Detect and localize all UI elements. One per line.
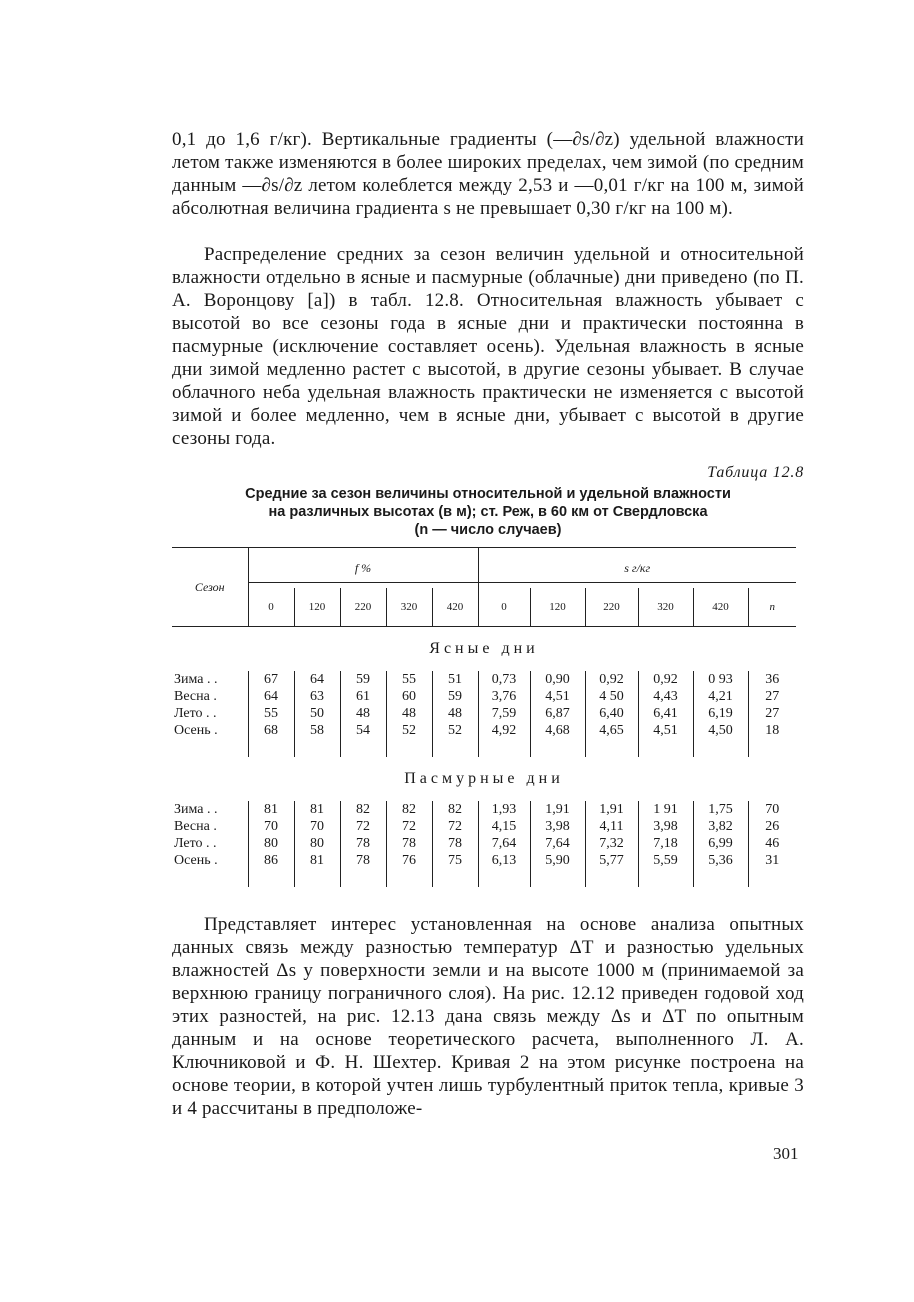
specific-humidity-cell: 3,82	[693, 818, 748, 835]
count-cell: 36	[748, 671, 796, 688]
relative-humidity-cell: 59	[432, 688, 478, 705]
table-row	[172, 852, 796, 869]
relative-humidity-cell: 60	[386, 688, 432, 705]
specific-humidity-cell: 4,21	[693, 688, 748, 705]
table-row	[172, 688, 796, 705]
specific-humidity-cell: 5,36	[693, 852, 748, 869]
spacer-cell	[294, 739, 340, 757]
specific-humidity-cell: 3,98	[530, 818, 585, 835]
specific-humidity-cell: 0,92	[585, 671, 638, 688]
specific-humidity-cell: 5,77	[585, 852, 638, 869]
spacer-cell	[693, 869, 748, 887]
specific-humidity-cell: 4 50	[585, 688, 638, 705]
specific-humidity-cell: 7,18	[638, 835, 693, 852]
specific-humidity-cell: 1,75	[693, 801, 748, 818]
relative-humidity-cell: 64	[294, 671, 340, 688]
height-header-f: 320	[386, 588, 432, 627]
specific-humidity-cell: 7,64	[530, 835, 585, 852]
specific-humidity-cell: 0 93	[693, 671, 748, 688]
specific-humidity-cell: 3,98	[638, 818, 693, 835]
relative-humidity-cell: 78	[432, 835, 478, 852]
paragraph-3: Представляет интерес установленная на основе анализа опытных данных связь между разностью температур ΔT и разностью удельных влажностей Δs у поверхности земли и на высоте 1000 м (принимаемой за верхнюю границу пограничного слоя). На рис. 12.12 приведен годовой ход этих разностей, на рис. 12.13 дана связь между Δs и ΔT по опытным данным и на основе теоретического расчета, выполненного Л. А. Ключниковой и Ф. Н. Шехтер. Кривая 2 на этом рисунке построена на основе теории, в которой учтен лишь турбулентный приток тепла, кривые 3 и 4 рассчитаны в предположе-	[172, 914, 804, 1119]
spacer-cell	[693, 739, 748, 757]
specific-humidity-cell: 0,92	[638, 671, 693, 688]
spacer-cell	[172, 739, 248, 757]
spacer-cell	[585, 869, 638, 887]
relative-humidity-cell: 63	[294, 688, 340, 705]
season-cell: Лето . .	[174, 836, 217, 851]
specific-humidity-cell: 7,32	[585, 835, 638, 852]
relative-humidity-cell: 51	[432, 671, 478, 688]
count-column-header: n	[748, 588, 796, 627]
relative-humidity-cell: 55	[386, 671, 432, 688]
specific-humidity-cell: 0,73	[478, 671, 530, 688]
relative-humidity-cell: 55	[248, 705, 294, 722]
table-body	[172, 627, 796, 888]
relative-humidity-cell: 80	[294, 835, 340, 852]
relative-humidity-header	[248, 548, 478, 589]
specific-humidity-cell: 6,13	[478, 852, 530, 869]
spacer-cell	[294, 869, 340, 887]
specific-humidity-label: s г/кг	[479, 561, 797, 583]
table-caption-line-2: на различных высотах (в м); ст. Реж, в 60 км от Свердловска	[268, 504, 708, 520]
height-header-row	[172, 588, 796, 627]
table-row	[172, 671, 796, 688]
specific-humidity-cell: 3,76	[478, 688, 530, 705]
specific-humidity-header	[478, 548, 796, 589]
relative-humidity-cell: 86	[248, 852, 294, 869]
height-header-f: 220	[340, 588, 386, 627]
specific-humidity-cell: 1,91	[585, 801, 638, 818]
relative-humidity-cell: 72	[340, 818, 386, 835]
relative-humidity-cell: 72	[386, 818, 432, 835]
specific-humidity-cell: 4,43	[638, 688, 693, 705]
relative-humidity-cell: 52	[386, 722, 432, 739]
spacer-cell	[478, 869, 530, 887]
season-cell: Весна .	[174, 689, 217, 704]
specific-humidity-cell: 4,65	[585, 722, 638, 739]
specific-humidity-cell: 6,87	[530, 705, 585, 722]
relative-humidity-cell: 48	[340, 705, 386, 722]
spacer-cell	[585, 739, 638, 757]
relative-humidity-cell: 78	[340, 835, 386, 852]
relative-humidity-cell: 48	[432, 705, 478, 722]
relative-humidity-cell: 72	[432, 818, 478, 835]
section-title: Ясные дни	[429, 640, 539, 657]
relative-humidity-cell: 68	[248, 722, 294, 739]
season-cell: Зима . .	[174, 802, 218, 817]
height-header-s: 120	[530, 588, 585, 627]
relative-humidity-cell: 70	[294, 818, 340, 835]
season-cell: Осень .	[174, 723, 218, 738]
height-header-s: 420	[693, 588, 748, 627]
relative-humidity-cell: 52	[432, 722, 478, 739]
spacer-cell	[340, 739, 386, 757]
count-cell: 18	[748, 722, 796, 739]
table-caption-line-3: (n — число случаев)	[414, 522, 562, 538]
relative-humidity-cell: 82	[386, 801, 432, 818]
count-cell: 46	[748, 835, 796, 852]
paragraph-2: Распределение средних за сезон величин удельной и относительной влажности отдельно в ясные и пасмурные (облачные) дни приведено (по П. А. Воронцову [a]) в табл. 12.8. Относительная влажность убывает с высотой во все сезоны года в ясные дни и практически постоянна в пасмурные (исключение составляет осень). Удельная влажность в ясные дни зимой медленно растет с высотой, в другие сезоны убывает. В случае облачного неба удельная влажность практически не изменяется с высотой зимой и более медленно, чем в ясные дни, убывает с высотой в другие сезоны года.	[172, 244, 804, 449]
table-header-row	[172, 548, 796, 589]
relative-humidity-cell: 81	[294, 801, 340, 818]
table-caption-line-1: Средние за сезон величины относительной и удельной влажности	[245, 486, 731, 502]
spacer-cell	[530, 869, 585, 887]
section-spacer	[172, 869, 796, 887]
season-cell: Лето . .	[174, 706, 217, 721]
height-header-f: 120	[294, 588, 340, 627]
section-spacer	[172, 739, 796, 757]
count-cell: 26	[748, 818, 796, 835]
relative-humidity-label: f %	[249, 561, 478, 583]
section-title: Пасмурные дни	[404, 770, 564, 787]
table-label: Таблица 12.8	[707, 464, 804, 481]
relative-humidity-cell: 58	[294, 722, 340, 739]
table-row	[172, 818, 796, 835]
spacer-cell	[748, 739, 796, 757]
height-header-f: 420	[432, 588, 478, 627]
specific-humidity-cell: 4,15	[478, 818, 530, 835]
humidity-table	[172, 547, 796, 887]
specific-humidity-cell: 4,68	[530, 722, 585, 739]
table-caption	[172, 485, 804, 539]
season-cell: Зима . .	[174, 672, 218, 687]
spacer-cell	[432, 869, 478, 887]
section-title-row	[172, 627, 796, 672]
spacer-cell	[432, 739, 478, 757]
table-row	[172, 705, 796, 722]
relative-humidity-cell: 81	[294, 852, 340, 869]
spacer-cell	[172, 869, 248, 887]
relative-humidity-cell: 76	[386, 852, 432, 869]
count-cell: 70	[748, 801, 796, 818]
height-header-s: 320	[638, 588, 693, 627]
spacer-cell	[386, 739, 432, 757]
relative-humidity-cell: 54	[340, 722, 386, 739]
spacer-cell	[638, 739, 693, 757]
spacer-cell	[248, 739, 294, 757]
specific-humidity-cell: 1,93	[478, 801, 530, 818]
specific-humidity-cell: 1 91	[638, 801, 693, 818]
specific-humidity-cell: 0,90	[530, 671, 585, 688]
specific-humidity-cell: 1,91	[530, 801, 585, 818]
table-row	[172, 722, 796, 739]
relative-humidity-cell: 80	[248, 835, 294, 852]
specific-humidity-cell: 4,92	[478, 722, 530, 739]
specific-humidity-cell: 6,19	[693, 705, 748, 722]
spacer-cell	[340, 869, 386, 887]
relative-humidity-cell: 70	[248, 818, 294, 835]
height-header-s: 0	[478, 588, 530, 627]
relative-humidity-cell: 59	[340, 671, 386, 688]
relative-humidity-cell: 75	[432, 852, 478, 869]
paragraph-1: 0,1 до 1,6 г/кг). Вертикальные градиенты (—∂s/∂z) удельной влажности летом также изменяются в более широких пределах, чем зимой (по средним данным —∂s/∂z летом колеблется между 2,53 и —0,01 г/кг на 100 м, зимой абсолютная величина градиента s не превышает 0,30 г/кг на 100 м).	[172, 129, 804, 219]
specific-humidity-cell: 7,59	[478, 705, 530, 722]
specific-humidity-cell: 5,90	[530, 852, 585, 869]
height-header-s: 220	[585, 588, 638, 627]
relative-humidity-cell: 67	[248, 671, 294, 688]
section-title-row	[172, 757, 796, 801]
relative-humidity-cell: 82	[340, 801, 386, 818]
season-column-header: Сезон	[172, 548, 248, 627]
height-header-f: 0	[248, 588, 294, 627]
spacer-cell	[478, 739, 530, 757]
relative-humidity-cell: 64	[248, 688, 294, 705]
spacer-cell	[748, 869, 796, 887]
relative-humidity-cell: 48	[386, 705, 432, 722]
count-cell: 27	[748, 688, 796, 705]
table-row	[172, 835, 796, 852]
specific-humidity-cell: 6,99	[693, 835, 748, 852]
relative-humidity-cell: 78	[386, 835, 432, 852]
spacer-cell	[530, 739, 585, 757]
specific-humidity-cell: 4,11	[585, 818, 638, 835]
relative-humidity-cell: 50	[294, 705, 340, 722]
specific-humidity-cell: 6,41	[638, 705, 693, 722]
count-cell: 27	[748, 705, 796, 722]
page-number: 301	[773, 1144, 799, 1163]
relative-humidity-cell: 82	[432, 801, 478, 818]
count-cell: 31	[748, 852, 796, 869]
season-cell: Осень .	[174, 853, 218, 868]
relative-humidity-cell: 61	[340, 688, 386, 705]
specific-humidity-cell: 6,40	[585, 705, 638, 722]
specific-humidity-cell: 4,51	[530, 688, 585, 705]
spacer-cell	[248, 869, 294, 887]
specific-humidity-cell: 5,59	[638, 852, 693, 869]
spacer-cell	[638, 869, 693, 887]
specific-humidity-cell: 4,51	[638, 722, 693, 739]
relative-humidity-cell: 81	[248, 801, 294, 818]
table-row	[172, 801, 796, 818]
spacer-cell	[386, 869, 432, 887]
relative-humidity-cell: 78	[340, 852, 386, 869]
specific-humidity-cell: 4,50	[693, 722, 748, 739]
specific-humidity-cell: 7,64	[478, 835, 530, 852]
season-cell: Весна .	[174, 819, 217, 834]
